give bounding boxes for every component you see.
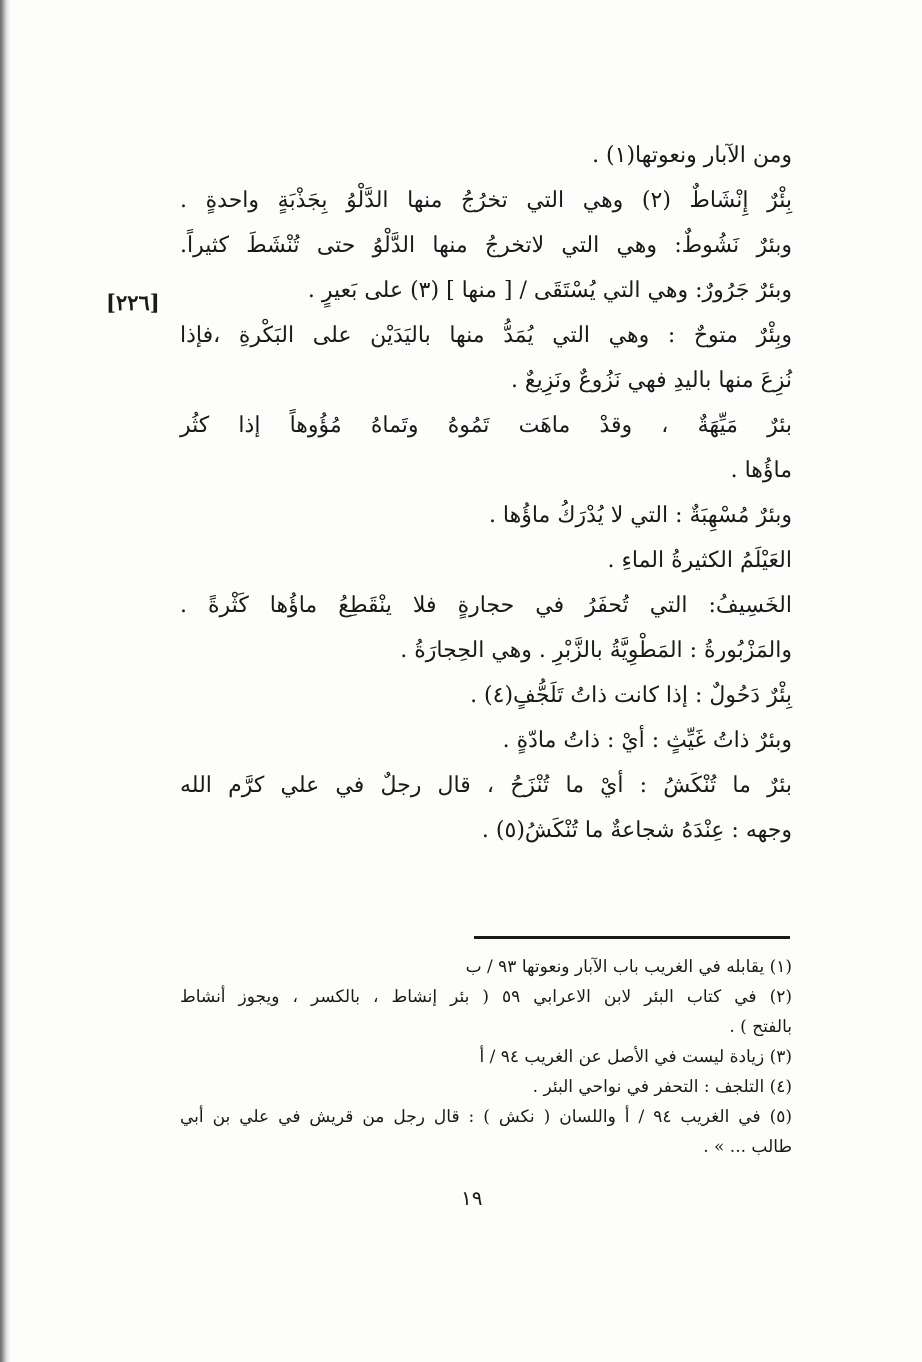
text-line: وبئرٌ ذاتُ غَيِّثٍ : أيْ : ذاتُ مادّةٍ . (502, 728, 792, 753)
footnote-line: (٤) التلجف : التحفر في نواحي البئر . (532, 1077, 792, 1097)
footnote-line: (٢) في كتاب البئر لابن الاعرابي ٥٩ ( بئر إنشاط ، بالكسر ، ويجوز أنشاط (180, 987, 792, 1007)
main-text-block (180, 140, 792, 860)
footnote-line: بالفتح ) . (729, 1017, 792, 1037)
text-line: بِئْرٌ إِنْشَاطٌ (٢) وهي التي تخرُجُ منها الدَّلْوُ بِجَذْبَةٍ واحدةٍ . (180, 188, 792, 213)
footnote-divider (474, 936, 790, 939)
text-line: بئرٌ ما تُنْكَشُ : أيْ ما تُنْزَحُ ، قال رجلٌ في علي كرَّم الله (180, 773, 792, 798)
footnote-line: (١) يقابله في الغريب باب الآبار ونعوتها ٩٣ / ب (465, 957, 792, 977)
text-line: نُزِعَ منها باليدِ فهي نَزُوعٌ ونَزِيعٌ . (510, 368, 792, 393)
text-line: العَيْلَمُ الكثيرةُ الماءِ . (607, 548, 792, 573)
text-line: بِئْرٌ دَحُولٌ : إذا كانت ذاتُ تَلَجُّفٍ(٤) . (470, 683, 792, 708)
text-line: وبئرٌ نَشُوطٌ: وهي التي لاتخرجُ منها الدَّلْوُ حتى تُنْشَطَ كثيراً. (180, 233, 792, 258)
footnote-line: (٥) في الغريب ٩٤ / أ واللسان ( نكش ) : قال رجل من قريش في علي بن أبي (180, 1107, 792, 1127)
footnotes-block (180, 952, 792, 1162)
binding-shadow (0, 0, 10, 1362)
text-line: وبئرٌ جَرُورٌ: وهي التي يُسْتَقَى / [ منها ] (٣) على بَعيرٍ . (307, 278, 792, 303)
text-line: بئرٌ مَيِّهَةٌ ، وقدْ ماهَت تَمُوهُ وتَماهُ مُؤُوهاً إذا كثُر (180, 413, 792, 438)
footnote-line: (٣) زيادة ليست في الأصل عن الغريب ٩٤ / أ (479, 1047, 792, 1067)
text-line: ماؤُها . (730, 458, 792, 483)
page-number: ١٩ (461, 1186, 483, 1210)
margin-page-reference: [٢٢٦] (106, 290, 160, 315)
text-line: والمَزْبُورةُ : المَطْوِيَّةُ بالزَّبْرِ . وهي الحِجارَةُ . (400, 638, 792, 663)
text-line: وبِئْرٌ متوحٌ : وهي التي يُمَدُّ منها باليَدَيْن على البَكْرةِ ،فإذا (180, 323, 792, 348)
footnote-line: طالب ... » . (703, 1137, 792, 1157)
text-line: الخَسِيفُ: التي تُحفَرُ في حجارةٍ فلا ينْقَطِعُ ماؤُها كَثْرةً . (180, 593, 792, 618)
text-line: ومن الآبار ونعوتها(١) . (592, 143, 792, 168)
text-line: وبئرٌ مُسْهِبَةٌ : التي لا يُدْرَكُ ماؤُها . (488, 503, 792, 528)
text-line: وجهه : عِنْدَهُ شجاعةٌ ما تُنْكَشُ(٥) . (481, 818, 792, 843)
